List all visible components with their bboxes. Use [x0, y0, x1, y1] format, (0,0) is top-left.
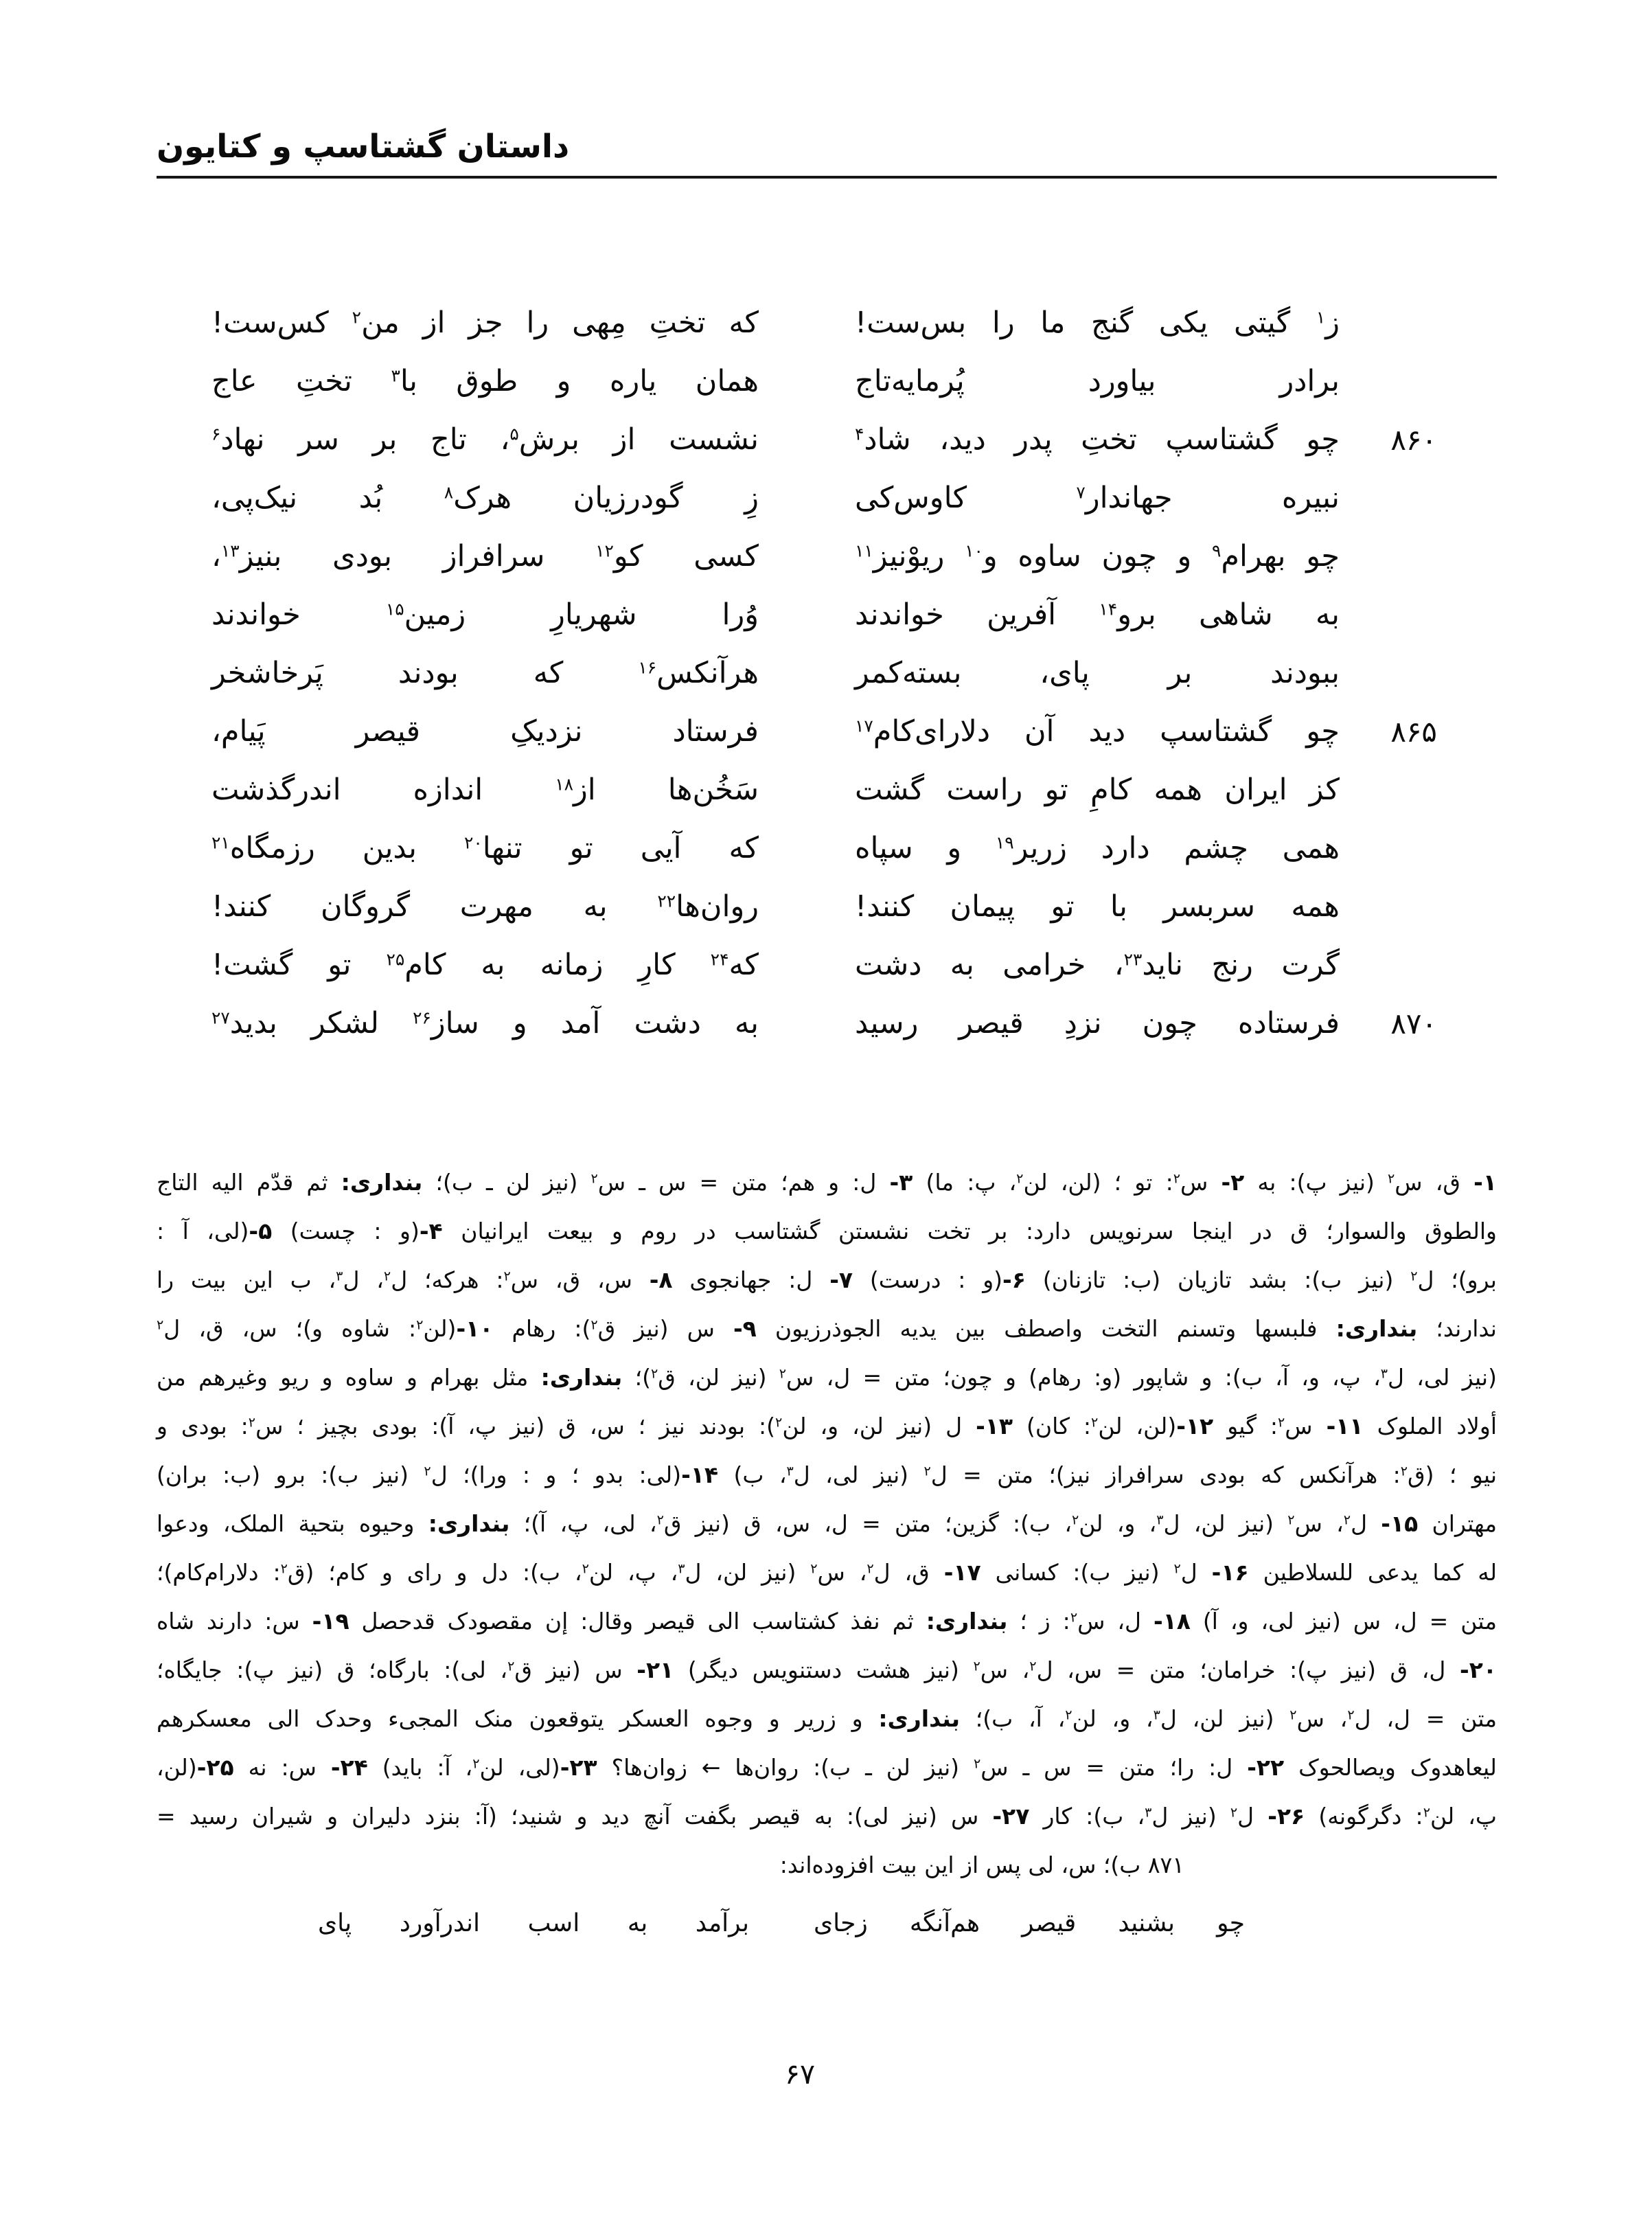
hemistich-second: سَخُن‌ها از$^{۱۸}$ اندازه اندرگذشت: [211, 773, 759, 807]
verse-row: [0, 586, 1652, 644]
footnote-line: له کما یدعی للسلاطین ۱۶- ل$^۲$ (نیز ب): کسانی ۱۷- ق، ل$^۲$، س$^۲$ (نیز لن، ل$^۳$، پ، لن$^۲$، ب): دل و رای و کام؛ (ق$^۲$: دلارام‌کام)؛: [157, 1559, 1498, 1586]
footnote-line: ۲۰- ل، ق (نیز پ): خرامان؛ متن = س، ل$^۲$، س$^۲$ (نیز هشت دستنویس دیگر) ۲۱- س (نیز ق$^۲$، لی): بارگاه؛ ق (نیز پ): جایگاه؛: [157, 1656, 1497, 1683]
hemistich-first: فرستاده چون نزدِ قیصر رسید: [855, 1006, 1340, 1040]
verse-number: ۸۷۰: [1390, 1007, 1437, 1040]
hemistich-first: به شاهی برو$^{۱۴}$ آفرین خواندند: [855, 597, 1340, 632]
verse-number: ۸۶۵: [1390, 715, 1437, 749]
hemistich-first: چو گشتاسپ دید آن دلارای‌کام$^{۱۷}$: [855, 714, 1340, 749]
addendum-hemistich-second: برآمد به اسب اندرآورد پای: [318, 1909, 749, 1937]
verse-row: [0, 352, 1652, 411]
footnote-line: والطوق والسوار؛ ق در اینجا سرنویس دارد: بر تخت نشستن گشتاسب در روم و بیعت ایرانیان ۴-(و : چست) ۵-(لی، آ :: [157, 1218, 1497, 1244]
verse-row: [0, 878, 1652, 936]
hemistich-second: هرآنکس$^{۱۶}$ که بودند پَرخاشخر: [211, 656, 759, 690]
hemistich-first: چو گشتاسپ تختِ پدر دید، شاد$^۴$: [855, 422, 1340, 457]
verse-row: [0, 411, 1652, 469]
verse-row: [0, 819, 1652, 878]
hemistich-first: همی چشم دارد زریر$^{۱۹}$ و سپاه: [855, 831, 1340, 865]
verse-row: [0, 703, 1652, 761]
hemistich-first: ببودند بر پای، بسته‌کمر: [855, 656, 1340, 690]
hemistich-second: همان یاره و طوق با$^۳$ تختِ عاج: [211, 364, 759, 398]
verse-row: [0, 294, 1652, 352]
verse-row: [0, 527, 1652, 586]
hemistich-second: کسی کو$^{۱۲}$ سرافراز بودی بنیز$^{۱۳}$،: [211, 539, 759, 573]
header-rule: [157, 176, 1497, 179]
footnote-line: متن = ل، س (نیز لی، و، آ) ۱۸- ل، س$^۲$: ز ؛ بنداری: ثم نفذ کشتاسب الی قیصر وقال: إن مقصودک قدحصل ۱۹- س: دارند شاه: [157, 1608, 1498, 1635]
footnote-line: ۱- ق، س$^۲$ (نیز پ): به ۲- س$^۲$: تو ؛ (لن، لن$^۲$، پ: ما) ۳- ل: و هم؛ متن = س ـ س$^۲$ (نیز لن ـ ب)؛ بنداری: ثم قدّم الیه التاج: [157, 1169, 1497, 1196]
hemistich-first: همه سربسر با تو پیمان کنند!: [855, 889, 1340, 924]
critical-apparatus: [157, 1158, 1497, 1889]
footnote-line: نیو ؛ (ق$^۲$: هرآنکس که بودی سرافراز نیز)؛ متن = ل$^۲$ (نیز لی، ل$^۳$، ب) ۱۴-(لی: بدو ؛ و : ورا)؛ ل$^۲$ (نیز ب): برو (ب: بران): [157, 1461, 1498, 1488]
footnote-line: پ، لن$^۲$: دگرگونه) ۲۶- ل$^۲$ (نیز ل$^۳$، ب): کار ۲۷- س (نیز لی): به قیصر بگفت آنچ دید و شنید؛ (آ: بنزد دلیران و شیران رسید =: [157, 1803, 1497, 1830]
hemistich-second: که$^{۲۴}$ کارِ زمانه به کام$^{۲۵}$ تو گشت!: [211, 948, 759, 982]
footnote-line: أولاد الملوک ۱۱- س$^۲$: گیو ۱۲-(لن، لن$^۲$: کان) ۱۳- ل (نیز لن، و، لن$^۲$): بودند نیز ؛ س، ق (نیز پ، آ): بودی بچیز ؛ س$^۲$: بودی و: [157, 1413, 1497, 1439]
verse-row: [0, 469, 1652, 527]
verse-number: ۸۶۰: [1390, 423, 1437, 457]
hemistich-first: کز ایران همه کامِ تو راست گشت: [855, 773, 1340, 807]
verse-row: [0, 936, 1652, 994]
hemistich-second: زِ گودرزیان هرک$^۸$ بُد نیک‌پی،: [211, 481, 759, 515]
footnote-line: مهتران ۱۵- ل$^۲$، س$^۲$ (نیز لن، ل$^۳$، و، لن$^۲$، ب): گزین؛ متن = ل، س، ق (نیز ق$^۲$، لی، پ، آ)؛ بنداری: وحیوه بتحیة الملک، ودعوا: [157, 1510, 1498, 1537]
hemistich-second: روان‌ها$^{۲۲}$ به مهرت گروگان کنند!: [211, 889, 759, 924]
hemistich-first: گرت رنج ناید$^{۲۳}$، خرامی به دشت: [855, 948, 1340, 982]
verse-row: [0, 761, 1652, 819]
running-head-title: داستان گشتاسپ و کتایون: [157, 128, 570, 166]
hemistich-second: وُرا شهریارِ زمین$^{۱۵}$ خواندند: [211, 597, 759, 632]
footnote-line: ندارند؛ بنداری: فلبسها وتسنم التخت واصطف بین یدیه الجوذرزیون ۹- س (نیز ق$^۲$): رهام ۱۰-(لن$^۲$: شاوه و)؛ س، ق، ل$^۲$: [157, 1315, 1497, 1342]
hemistich-second: فرستاد نزدیکِ قیصر پَیام،: [211, 714, 759, 749]
page-number: ۶۷: [784, 2058, 816, 2091]
footnote-line: برو)؛ ل$^۲$ (نیز ب): بشد تازیان (ب: تازنان) ۶-(و : درست) ۷- ل: جهانجوی ۸- س، ق، س$^۲$: هرکه؛ ل$^۲$، ل$^۳$، ب این بیت را: [157, 1266, 1497, 1293]
hemistich-first: نبیره جهاندار$^۷$ کاوس‌کی: [855, 481, 1340, 515]
hemistich-first: برادر بیاورد پُرمایه‌تاج: [855, 364, 1340, 398]
addendum-hemistich-first: چو بشنید قیصر هم‌آنگه زجای: [814, 1909, 1245, 1937]
hemistich-second: که آیی تو تنها$^{۲۰}$ بدین رزمگاه$^{۲۱}$: [211, 831, 759, 865]
hemistich-first: چو بهرام$^۹$ و چون ساوه و$^{۱۰}$ ریوْنیز$^{۱۱}$: [855, 539, 1340, 573]
addendum-couplet: [0, 1902, 1652, 1950]
verse-row: [0, 644, 1652, 703]
footnote-line: ۸۷۱ ب)؛ س، لی پس از این بیت افزوده‌اند:: [779, 1852, 1184, 1878]
hemistich-second: که تختِ مِهی را جز از من$^۲$ کس‌ست!: [211, 306, 759, 340]
hemistich-first: ز$^۱$ گیتی یکی گنج ما را بس‌ست!: [855, 306, 1340, 340]
verse-row: [0, 994, 1652, 1053]
poem-block: [0, 294, 1652, 1053]
hemistich-second: به دشت آمد و ساز$^{۲۶}$ لشکر بدید$^{۲۷}$: [211, 1006, 759, 1040]
footnote-line: (نیز لی، ل$^۳$، پ، و، آ، ب): و شاپور (و: رهام) و چون؛ متن = ل، س$^۲$ (نیز لن، ق$^۲$)؛ بنداری: مثل بهرام و ساوه و ریو وغیرهم من: [157, 1364, 1497, 1391]
hemistich-second: نشست از برش$^۵$، تاج بر سر نهاد$^۶$: [211, 422, 759, 457]
footnote-line: لیعاهدوک ویصالحوک ۲۲- ل: را؛ متن = س ـ س$^۲$ (نیز لن ـ ب): روان‌ها ← زوان‌ها؟ ۲۳-(لی، لن$^۲$، آ: باید) ۲۴- س: نه ۲۵-(لن،: [157, 1754, 1497, 1781]
footnote-line: متن = ل، ل$^۲$، س$^۲$ (نیز لن، ل$^۳$، و، لن$^۲$، آ، ب)؛ بنداری: و زریر و وجوه العسکر یتوقعون منک المجیء وحدک الی معسکرهم: [157, 1705, 1497, 1732]
